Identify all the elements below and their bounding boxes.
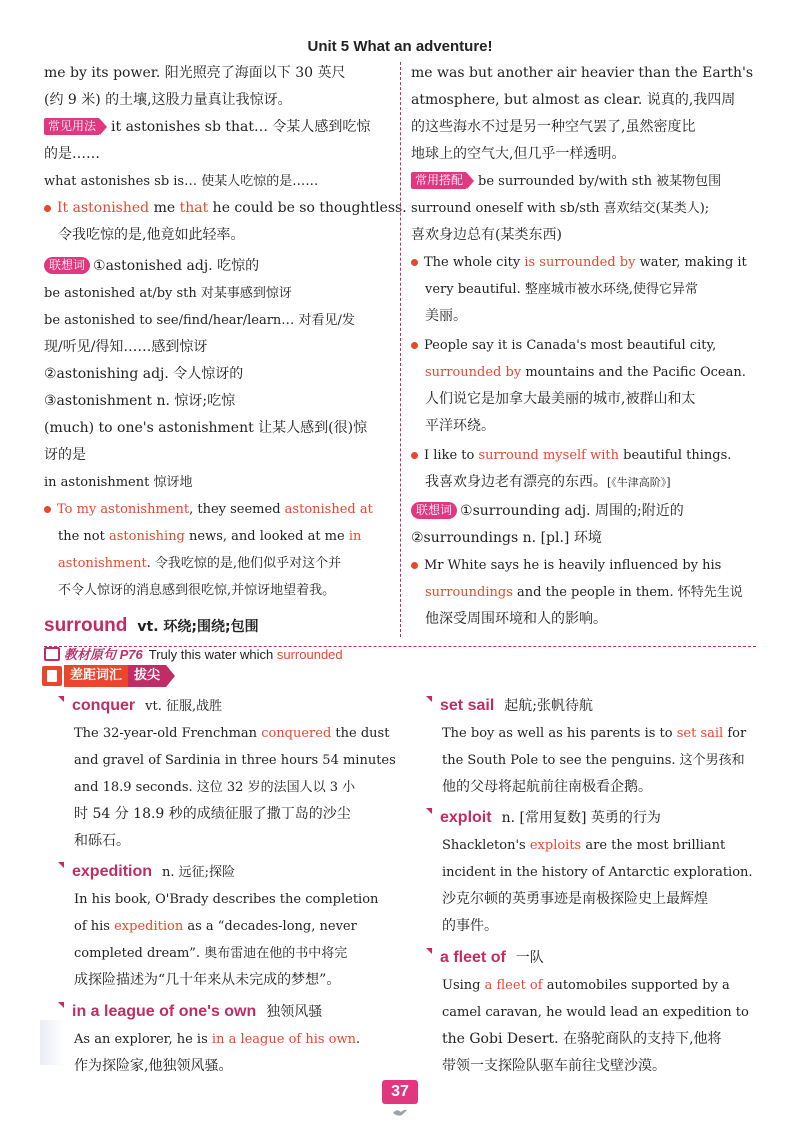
example-translation: 不令人惊讶的消息感到很吃惊,并惊讶地望着我。 (58, 583, 336, 598)
text-line: what astonishes sb is… 使某人吃惊的是…… (44, 174, 319, 189)
text-line: 地球上的空气大,但几乎一样透明。 (411, 146, 626, 162)
bullet-icon (44, 506, 51, 513)
text-line: 的这些海水不过是另一种空气罢了,虽然密度比 (411, 119, 696, 135)
usage-tag: 常见用法 (44, 118, 100, 135)
headword: a fleet of (440, 949, 506, 966)
text-line: 的是…… (44, 146, 100, 162)
text-line: (much) to one's astonishment 让某人感到(很)惊 (44, 420, 368, 436)
bullet-icon (44, 205, 51, 212)
text-line: surround oneself with sb/sth 喜欢结交(某类人); (411, 201, 710, 216)
text-line: ②astonishing adj. 令人惊讶的 (44, 366, 244, 382)
text-line: ②surroundings n. [pl.] 环境 (411, 530, 602, 546)
section-label (42, 664, 175, 688)
assoc-line: 联想词 ①astonished adj. 吃惊的 (44, 253, 390, 280)
usage-line: 常见用法 it astonishes sb that… 令某人感到吃惊 (44, 114, 390, 141)
example-line: surrounded by mountains and the Pacific Ocean. (425, 365, 746, 380)
headword: set sail (440, 697, 495, 714)
text-line: 讶的是 (44, 447, 86, 463)
headword: exploit (440, 809, 492, 826)
text-line: atmosphere, but almost as clear. 说真的,我四周 (411, 92, 736, 108)
text-line: be astonished at/by sth 对某事感到惊讶 (44, 286, 292, 301)
section-title: 差距词汇 (64, 665, 128, 687)
example-translation: 令我吃惊的是,他竟如此轻率。 (58, 227, 245, 243)
text-line: in astonishment 惊讶地 (44, 475, 193, 490)
headword: conquer (72, 697, 136, 714)
bullet-icon (411, 259, 418, 266)
triangle-icon (58, 1002, 64, 1008)
book-icon (44, 647, 60, 661)
assoc-tag: 联想词 (411, 502, 457, 519)
triangle-icon (426, 948, 432, 954)
example-translation: 我喜欢身边老有漂亮的东西。[《牛津高阶》] (425, 474, 671, 490)
example-translation: 他深受周围环境和人的影响。 (425, 611, 607, 627)
colloc-tag: 常用搭配 (411, 172, 467, 189)
example-line: Mr White says he is heavily influenced by his (411, 552, 756, 579)
bullet-icon (411, 562, 418, 569)
entry-exploit: exploit n. [常用复数] 英勇的行为 Shackleton's exploits are the most brilliant incident in the history of Antarctic exploration. 沙克尔顿的英勇事迹是南极探险史上最辉煌 的事件。 (426, 804, 758, 940)
assoc-tag: 联想词 (44, 257, 90, 274)
example-line: People say it is Canada's most beautiful city, (411, 332, 756, 359)
entry-league: in a league of one's own 独领风骚 As an explorer, he is in a league of his own. 作为探险家,他独领风骚。 (58, 998, 390, 1080)
assoc-line: 联想词 ①surrounding adj. 周围的;附近的 (411, 498, 756, 525)
bullet-icon (411, 342, 418, 349)
entry-a-fleet-of: a fleet of 一队 Using a fleet of automobiles supported by a camel caravan, he would lead an expedition to the Gobi Desert. 在骆驼商队的支持下,他将 带领一支探险队驱车前往戈壁沙漠。 (426, 944, 758, 1080)
example-line: To my astonishment, they seemed astonished at (44, 496, 390, 523)
entry-expedition: expedition n. 远征;探险 In his book, O'Brady describes the completion of his expedition as a “decades-long, never completed dream”. 奥布雷迪在他的书中将完 成探险描述为“几十年来从未完成的梦想”。 (58, 858, 390, 994)
text-line: (约 9 米) 的土壤,这股力量真让我惊讶。 (44, 92, 292, 108)
text-line: me was but another air heavier than the Earth's (411, 65, 754, 81)
tag-arrow-icon (467, 173, 474, 189)
headword: expedition (72, 863, 153, 880)
triangle-icon (426, 808, 432, 814)
source-line: 教材原句 P76 Truly this water which surrounded (44, 641, 390, 669)
triangle-icon (426, 696, 432, 702)
text-line: 喜欢身边总有(某类东西) (411, 227, 562, 243)
example-line: It astonished me that he could be so thoughtless. (44, 195, 390, 222)
text-line: ③astonishment n. 惊讶;吃惊 (44, 393, 236, 409)
headword-surround: surround (44, 615, 128, 636)
right-column (411, 60, 756, 633)
triangle-icon (58, 696, 64, 702)
example-line: I like to surround myself with beautiful things. (411, 442, 756, 469)
entry-set-sail: set sail 起航;张帆待航 The boy as well as his parents is to set sail for the South Pole to see the penguins. 这个男孩和 他的父母将起航前往南极看企鹅。 (426, 692, 758, 801)
colloc-line: 常用搭配 be surrounded by/with sth 被某物包围 (411, 168, 756, 195)
triangle-icon (58, 862, 64, 868)
book-icon (42, 666, 62, 686)
column-divider (400, 62, 401, 637)
text-line: me by its power. 阳光照亮了海面以下 30 英尺 (44, 65, 346, 81)
example-line: The whole city is surrounded by water, making it (411, 249, 756, 276)
example-line: surroundings and the people in them. 怀特先生说 (425, 585, 743, 600)
example-line: 美丽。 (425, 308, 467, 324)
tag-arrow-icon (100, 119, 107, 135)
headword-line: surround vt. 环绕;围绕;包围 (44, 615, 259, 636)
section-subtitle: 拔尖 (128, 665, 166, 687)
example-line: astonishment. 令我吃惊的是,他们似乎对这个并 (58, 556, 342, 571)
page-number: 37 (382, 1080, 418, 1104)
example-line: very beautiful. 整座城市被水环绕,使得它异常 (425, 282, 698, 297)
bird-icon (392, 1106, 408, 1118)
example-translation: 平洋环绕。 (425, 418, 495, 434)
page-header: Unit 5 What an adventure! (307, 38, 493, 55)
headword: in a league of one's own (72, 1003, 257, 1020)
bullet-icon (411, 452, 418, 459)
section-divider (44, 646, 756, 647)
text-line: be astonished to see/find/hear/learn… 对看见/发 (44, 313, 355, 328)
section-tail-icon (166, 665, 175, 687)
left-column (44, 60, 407, 669)
example-line: the not astonishing news, and looked at me in (58, 529, 362, 544)
entry-conquer: conquer vt. 征服,战胜 The 32-year-old Frenchman conquered the dust and gravel of Sardinia in three hours 54 minutes and 18.9 seconds. 这位 32 岁的法国人以 3 小 时 54 分 18.9 秒的成绩征服了撒丁岛的沙尘 和砾石。 (58, 692, 390, 855)
example-translation: 人们说它是加拿大最美丽的城市,被群山和太 (425, 391, 696, 407)
text-line: 现/听见/得知……感到惊讶 (44, 339, 208, 355)
